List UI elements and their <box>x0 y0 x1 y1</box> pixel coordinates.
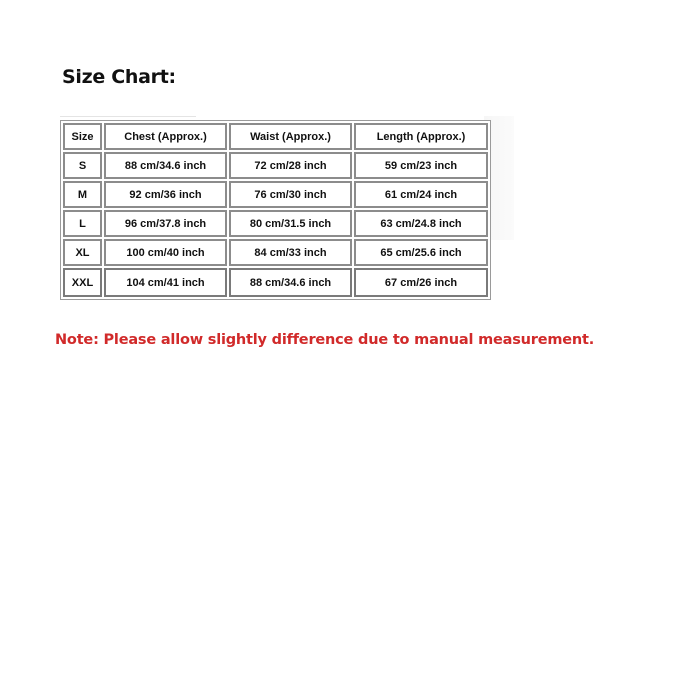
table-row <box>63 152 488 179</box>
cell-chest: 100 cm/40 inch <box>104 239 227 266</box>
cell-length: 67 cm/26 inch <box>354 268 488 297</box>
cell-chest: 92 cm/36 inch <box>104 181 227 208</box>
cell-size: XL <box>63 239 102 266</box>
cell-size: XXL <box>63 268 102 297</box>
cell-size: L <box>63 210 102 237</box>
table-header-row <box>63 123 488 150</box>
cell-waist: 88 cm/34.6 inch <box>229 268 352 297</box>
cell-waist: 72 cm/28 inch <box>229 152 352 179</box>
page-title: Size Chart: <box>62 66 176 88</box>
cell-size: M <box>63 181 102 208</box>
cell-chest: 88 cm/34.6 inch <box>104 152 227 179</box>
cell-waist: 76 cm/30 inch <box>229 181 352 208</box>
cell-length: 59 cm/23 inch <box>354 152 488 179</box>
cell-chest: 96 cm/37.8 inch <box>104 210 227 237</box>
table-row <box>63 268 488 297</box>
header-chest: Chest (Approx.) <box>104 123 227 150</box>
cell-waist: 80 cm/31.5 inch <box>229 210 352 237</box>
cell-waist: 84 cm/33 inch <box>229 239 352 266</box>
divider <box>60 116 196 117</box>
cell-length: 61 cm/24 inch <box>354 181 488 208</box>
header-size: Size <box>63 123 102 150</box>
table-row <box>63 239 488 266</box>
measurement-note: Note: Please allow slightly difference due to manual measurement. <box>55 332 595 348</box>
cell-length: 65 cm/25.6 inch <box>354 239 488 266</box>
size-chart-table <box>60 120 491 300</box>
header-waist: Waist (Approx.) <box>229 123 352 150</box>
table-row <box>63 181 488 208</box>
table-row <box>63 210 488 237</box>
cell-length: 63 cm/24.8 inch <box>354 210 488 237</box>
header-length: Length (Approx.) <box>354 123 488 150</box>
cell-size: S <box>63 152 102 179</box>
cell-chest: 104 cm/41 inch <box>104 268 227 297</box>
